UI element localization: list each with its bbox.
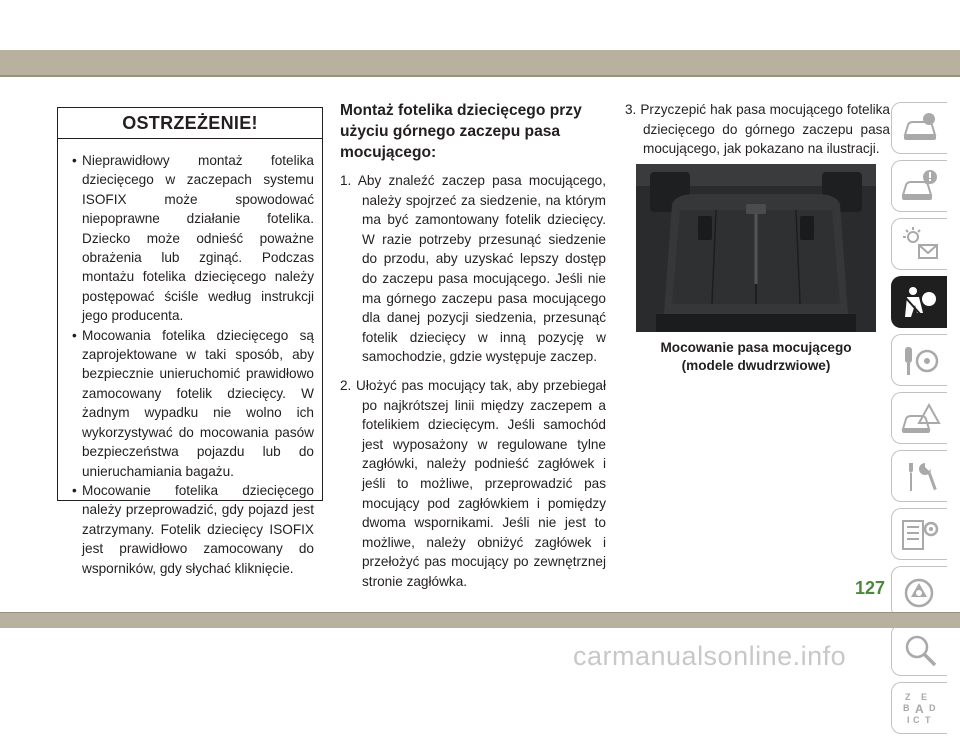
svg-text:E: E (920, 692, 927, 702)
warning-item: • Mocowanie fotelika dziecięcego należy przeprowadzić, gdy pojazd jest zatrzymany. Fotelik dziecięcy ISOFIX jest prawidłowo zamocowany do wsporników, gdy słychać kliknięcie. (66, 481, 314, 578)
chapter-tabs (891, 102, 947, 740)
tab-car-info[interactable] (891, 102, 947, 154)
header-line (0, 75, 960, 77)
page-number: 127 (855, 578, 886, 598)
right-column (625, 100, 890, 159)
watermark: carmanualsonline.info (573, 641, 847, 671)
index-letters-icon (899, 689, 941, 727)
warning-item: • Nieprawidłowy montaż fotelika dziecięcego w zaczepach systemu ISOFIX może spowodować niepoprawne działanie fotelika. Dziecko może odnieść poważne obrażenia lub zginąć. Podczas montażu fotelika dziecięcego należy postępować ściśle według instrukcji jego producenta. (66, 151, 314, 326)
svg-text:A: A (914, 702, 924, 716)
svg-text:Z: Z (904, 692, 910, 702)
tether-strap-photo (636, 164, 876, 332)
step-item: 3. Przyczepić hak pasa mocującego fotelika dziecięcego do górnego zaczepu pasa mocującego, jak pokazano na ilustracji. (625, 102, 890, 157)
caption-line: (modele dwudrzwiowe) (681, 358, 831, 373)
svg-text:C: C (912, 715, 919, 725)
car-warning-icon (899, 167, 941, 205)
weather-message-icon (899, 225, 941, 263)
tab-breakdown[interactable] (891, 392, 947, 444)
key-steering-icon (899, 341, 941, 379)
steps-list (340, 171, 606, 591)
warning-title: OSTRZEŻENIE! (58, 108, 322, 139)
tab-multimedia[interactable] (891, 566, 947, 618)
safety-airbag-icon (899, 283, 941, 321)
tab-safety[interactable] (891, 276, 947, 328)
tools-icon (899, 457, 941, 495)
header-bar (0, 50, 960, 75)
svg-text:B: B (902, 703, 909, 713)
section-heading: Montaż fotelika dziecięcego przy użyciu górnego zaczepu pasa mocującego: (340, 102, 582, 161)
warning-item: • Mocowania fotelika dziecięcego są zaprojektowane w taki sposób, aby bezpiecznie unieruchomić prawidłowo zamocowany fotelik dziecięcy. W żadnym wypadku nie wolno ich wykorzystywać do mocowania pasów bezpieczeństwa pojazdu lub do unieruchamiania bagażu. (66, 326, 314, 481)
tab-index[interactable] (891, 682, 947, 734)
tab-weather-message[interactable] (891, 218, 947, 270)
tab-specifications[interactable] (891, 508, 947, 560)
footer-bar (0, 613, 960, 628)
tab-car-warning[interactable] (891, 160, 947, 212)
step-item: 2. Ułożyć pas mocujący tak, aby przebiegał po najkrótszej linii między zaczepem a fotelikiem dziecięcym. Jeśli samochód jest wyposażony w regulowane tylne zagłówki, należy podnieść zagłówek i jeśli to możliwe, przeprowadzić pas mocujący pod zagłówkiem i pomiędzy dwoma wspornikami. Jeśli nie jest to możliwe, należy obniżyć zagłówek i przełożyć pas mocujący po zewnętrznej stronie zagłówka. (340, 377, 606, 589)
warning-box (57, 107, 323, 576)
search-icon (899, 631, 941, 669)
seat-illustration (636, 164, 876, 332)
warning-list (58, 139, 322, 578)
figure-caption (626, 339, 886, 375)
instructions-column (340, 100, 606, 600)
tab-search[interactable] (891, 624, 947, 676)
header-band (0, 0, 960, 50)
multimedia-icon (899, 573, 941, 611)
car-info-icon (899, 109, 941, 147)
caption-line: Mocowanie pasa mocującego (660, 340, 852, 355)
svg-text:T: T (924, 715, 930, 725)
svg-text:D: D (928, 703, 935, 713)
svg-text:I: I (906, 715, 910, 725)
step-item: 1. Aby znaleźć zaczep pasa mocującego, należy spojrzeć za siedzenie, na którym ma być zamontowany fotelik dziecięcy. W razie potrzeby przesunąć siedzenie do przodu, aby uzyskać lepszy dostęp do zaczepu pasa mocującego. Jeśli nie ma górnego zaczepu pasa mocującego dla danej pozycji siedzenia, przesunąć fotelik dziecięcy w inną pozycję w samochodzie, gdzie występuje zaczep. (340, 173, 606, 365)
specifications-icon (899, 515, 941, 553)
tab-tools[interactable] (891, 450, 947, 502)
tab-key-steering[interactable] (891, 334, 947, 386)
car-breakdown-icon (899, 399, 941, 437)
